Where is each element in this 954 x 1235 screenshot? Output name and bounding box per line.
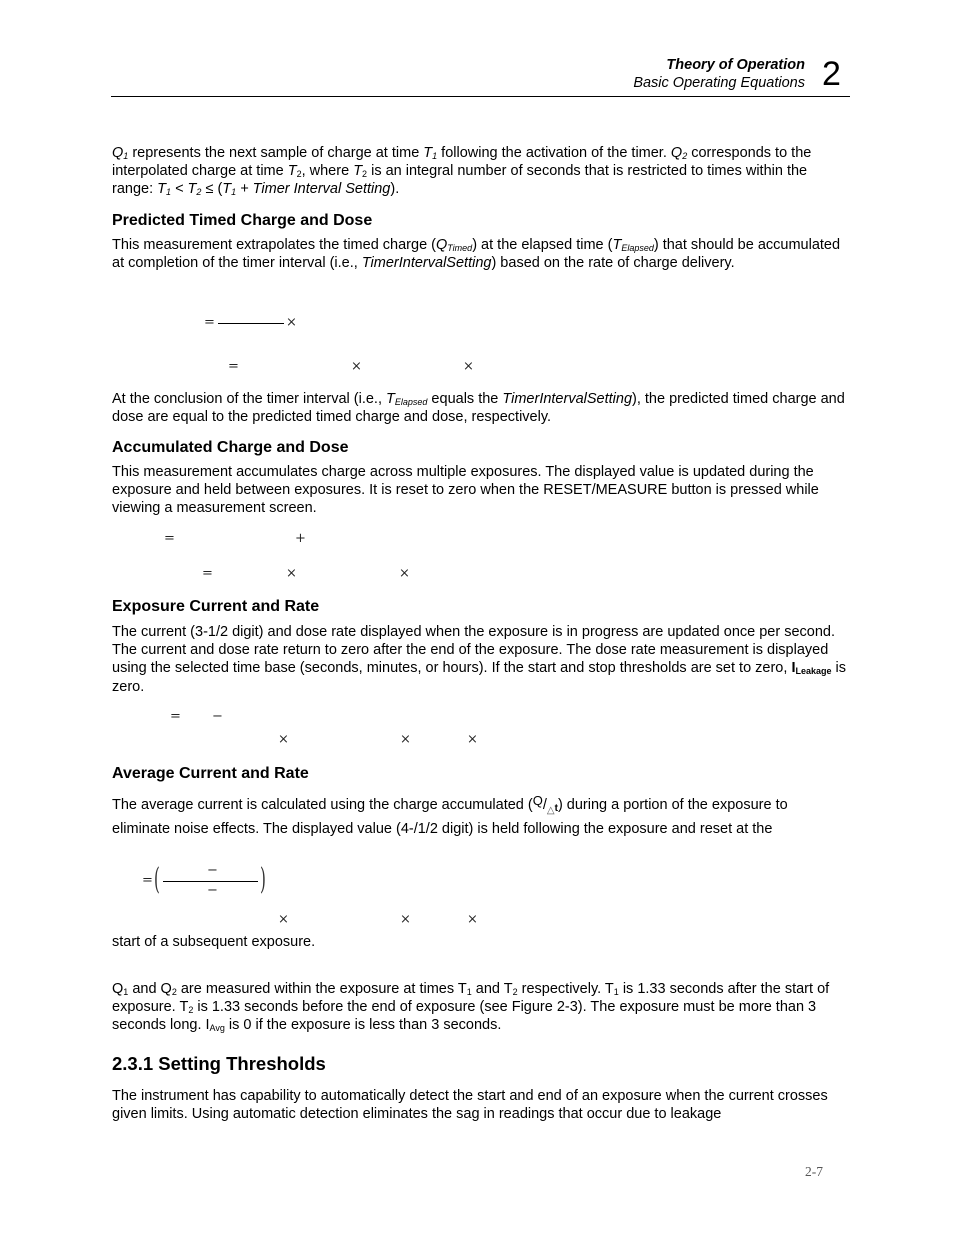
running-header-title: Theory of Operation	[666, 57, 805, 73]
section-heading-thresholds: 2.3.1 Setting Thresholds	[112, 1053, 326, 1074]
times-symbol: ×	[286, 566, 297, 581]
times-symbol: ×	[400, 732, 411, 747]
equals-symbol: =	[170, 709, 181, 724]
exposure-paragraph: The current (3-1/2 digit) and dose rate displayed when the exposure is in progress are updated once per second. The current and dose rate return to zero after the end of the exposure. The dose rate measurement is displayed using the selected time base (seconds, minutes, or hours). If the start and stop thresholds are set to zero, $I_{Leakage}$ is zero.	[112, 624, 846, 695]
accumulated-paragraph: This measurement accumulates charge across multiple exposures. The displayed value is updated during the exposure and held between exposures. It is reset to zero when the RESET/MEASURE button is pressed while viewing a measurement screen.	[112, 464, 819, 517]
average-paragraph-3: $Q_1$ and $Q_2$ are measured within the exposure at times $T_1$ and $T_2$ respectively. $T_1$ is 1.33 seconds after the start of exposure. $T_2$ is 1.33 seconds before the end of exposure (see Figure 2-3). The exposure must be more than 3 seconds long. $I_{Avg}$ is 0 if the exposure is less than 3 seconds.	[112, 981, 830, 1034]
left-paren: (	[154, 862, 160, 897]
header-rule	[111, 96, 850, 97]
average-paragraph-1: The average current is calculated using the charge accumulated $(Q/_\triangle t)$ during a portion of the exposure to eliminate noise effects. The displayed value (4-/1/2 digit) is held following the exposure and reset at the	[112, 793, 788, 838]
equals-symbol: =	[204, 315, 215, 330]
times-symbol: ×	[463, 359, 474, 374]
minus-symbol: −	[207, 863, 218, 878]
section-heading-average: Average Current and Rate	[112, 765, 309, 782]
minus-symbol: −	[212, 709, 223, 724]
times-symbol: ×	[286, 315, 297, 330]
minus-symbol: −	[207, 883, 218, 898]
section-heading-exposure: Exposure Current and Rate	[112, 598, 320, 615]
thresholds-paragraph: The instrument has capability to automatically detect the start and end of an exposure when the current crosses given limits. Using automatic detection eliminates the sag in readings that occur due to leakage	[112, 1088, 828, 1123]
intro-paragraph: $Q_1$ represents the next sample of charge at time $T_1$ following the activation of the timer. $Q_2$ corresponds to the interpolated charge at time $T_2$, where $T_2$ is an integral number of seconds that is restricted to times within the range: $T_1 < T_2 \le (T_1$ + Timer Interval Setting).	[112, 145, 812, 198]
times-symbol: ×	[351, 359, 362, 374]
times-symbol: ×	[467, 912, 478, 927]
predicted-paragraph-2: At the conclusion of the timer interval (i.e., $T_{Elapsed}$ equals the TimerIntervalSetting), the predicted timed charge and dose are equal to the predicted timed charge and dose, respectively.	[112, 391, 845, 426]
times-symbol: ×	[399, 566, 410, 581]
equals-symbol: =	[164, 531, 175, 546]
right-paren: )	[260, 862, 266, 897]
equals-symbol: =	[202, 566, 213, 581]
page-number: 2-7	[805, 1164, 823, 1179]
average-paragraph-2: start of a subsequent exposure.	[112, 934, 316, 950]
fraction-bar	[218, 323, 284, 324]
times-symbol: ×	[400, 912, 411, 927]
chapter-number: 2	[822, 55, 841, 93]
fraction-bar	[163, 881, 258, 882]
equals-symbol: =	[228, 359, 239, 374]
times-symbol: ×	[278, 732, 289, 747]
section-heading-predicted: Predicted Timed Charge and Dose	[112, 212, 373, 229]
section-heading-accumulated: Accumulated Charge and Dose	[112, 439, 349, 456]
predicted-paragraph-1: This measurement extrapolates the timed charge $(Q_{Timed})$ at the elapsed time $(T_{Elapsed})$ that should be accumulated at completion of the timer interval (i.e., TimerIntervalSetting) based on the rate of charge delivery.	[112, 237, 841, 272]
running-header-subtitle: Basic Operating Equations	[633, 75, 805, 91]
times-symbol: ×	[278, 912, 289, 927]
plus-symbol: +	[295, 531, 306, 546]
times-symbol: ×	[467, 732, 478, 747]
equals-symbol: =	[142, 873, 153, 888]
